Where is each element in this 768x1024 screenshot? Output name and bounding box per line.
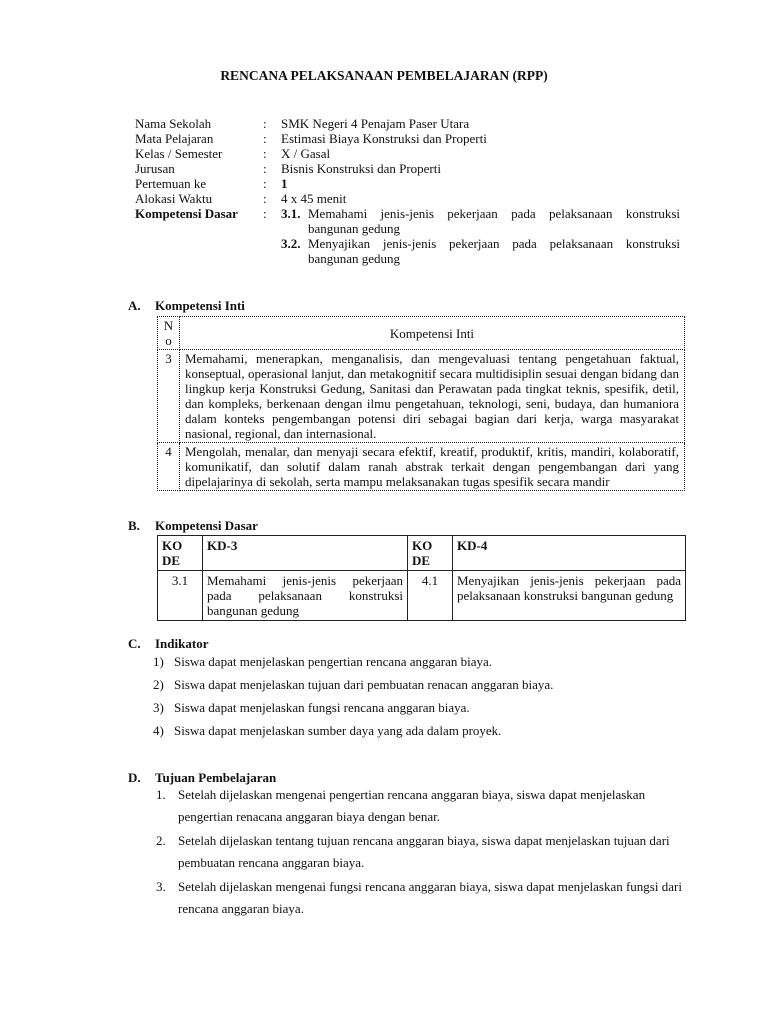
- info-row-alokasi: [135, 191, 680, 206]
- info-row-mapel: [135, 131, 680, 146]
- kompetensi-inti-table: [157, 316, 685, 491]
- info-value: Bisnis Konstruksi dan Properti: [281, 161, 441, 176]
- row-number: 3: [158, 350, 180, 443]
- info-row-sekolah: [135, 116, 680, 131]
- kd-list: [281, 206, 680, 266]
- info-value: SMK Negeri 4 Penajam Paser Utara: [281, 116, 470, 131]
- info-value: 4 x 45 menit: [281, 191, 347, 206]
- list-item: [153, 700, 553, 723]
- info-colon: :: [263, 191, 267, 206]
- header-no: N o: [158, 317, 180, 350]
- info-row-pertemuan: [135, 176, 680, 191]
- item-number: 2): [153, 677, 164, 692]
- kd3-code: 3.1: [158, 571, 203, 621]
- header-ki: Kompetensi Inti: [180, 317, 685, 350]
- info-row-jurusan: [135, 161, 680, 176]
- section-title: Tujuan Pembelajaran: [155, 770, 277, 785]
- info-label: Kelas / Semester: [135, 146, 223, 161]
- section-title: Kompetensi Dasar: [155, 518, 258, 533]
- item-text: Siswa dapat menjelaskan fungsi rencana anggaran biaya.: [174, 700, 470, 715]
- table-row: [158, 571, 686, 621]
- item-number: 3): [153, 700, 164, 715]
- section-letter: C.: [128, 636, 141, 651]
- section-b-heading: [128, 518, 258, 533]
- indikator-list: [153, 654, 553, 746]
- item-text: Siswa dapat menjelaskan tujuan dari pembuatan renacan anggaran biaya.: [174, 677, 554, 692]
- list-item: [153, 654, 553, 677]
- section-d-heading: [128, 770, 276, 785]
- info-colon: :: [263, 161, 267, 176]
- item-text: Siswa dapat menjelaskan sumber daya yang ada dalam proyek.: [174, 723, 502, 738]
- item-number: 3.: [156, 879, 166, 894]
- info-label: Mata Pelajaran: [135, 131, 214, 146]
- kd-text: Menyajikan jenis-jenis pekerjaan pada pelaksanaan konstruksi bangunan gedung: [308, 236, 680, 266]
- row-text: Memahami, menerapkan, menganalisis, dan mengevaluasi tentang pengetahuan faktual, konseptual, operasional lanjut, dan metakognitif secara multidisiplin sesuai dengan bidang dan lingkup kerja Konstruksi Gedung, Sanitasi dan Perawatan pada tingkat teknis, spesifik, detil, dan kompleks, berkenaan dengan ilmu pengetahuan, teknologi, seni, budaya, dan humaniora dalam konteks pengembangan potensi diri sebagai bagian dari kerja, warga masyarakat nasional, regional, dan internasional.: [180, 350, 685, 443]
- item-number: 2.: [156, 833, 166, 848]
- info-label: Jurusan: [135, 161, 175, 176]
- info-label: Pertemuan ke: [135, 176, 207, 191]
- info-row-kd: [135, 206, 680, 266]
- info-label: Kompetensi Dasar: [135, 206, 238, 221]
- list-item: [153, 723, 553, 746]
- header-kode: KO DE: [158, 536, 203, 571]
- table-header-row: [158, 536, 686, 571]
- info-colon: :: [263, 131, 267, 146]
- list-item: [153, 677, 553, 700]
- info-colon: :: [263, 176, 267, 191]
- section-title: Kompetensi Inti: [155, 298, 245, 313]
- document-title: RENCANA PELAKSANAAN PEMBELAJARAN (RPP): [220, 68, 548, 83]
- item-number: 1.: [156, 787, 166, 802]
- info-row-kelas: [135, 146, 680, 161]
- table-row: [158, 443, 685, 491]
- info-value: Estimasi Biaya Konstruksi dan Properti: [281, 131, 487, 146]
- kd-number: 3.2.: [281, 236, 301, 251]
- row-number: 4: [158, 443, 180, 491]
- info-colon: :: [263, 116, 267, 131]
- section-letter: B.: [128, 518, 140, 533]
- list-item: [156, 830, 690, 874]
- item-text: Setelah dijelaskan mengenai pengertian rencana anggaran biaya, siswa dapat menjelaskan pengertian renacana anggaran biaya dengan benar.: [178, 787, 646, 824]
- identity-block: [135, 116, 680, 266]
- table-header-row: [158, 317, 685, 350]
- section-title: Indikator: [155, 636, 209, 651]
- item-text: Setelah dijelaskan mengenai fungsi rencana anggaran biaya, siswa dapat menjelaskan fungsi dari rencana anggaran biaya.: [178, 879, 682, 916]
- info-colon: :: [263, 206, 267, 221]
- header-kd3: KD-3: [203, 536, 408, 571]
- kd-item: [281, 206, 680, 236]
- item-number: 4): [153, 723, 164, 738]
- header-kd4: KD-4: [453, 536, 686, 571]
- list-item: [156, 784, 690, 828]
- item-text: Siswa dapat menjelaskan pengertian rencana anggaran biaya.: [174, 654, 492, 669]
- info-value: X / Gasal: [281, 146, 331, 161]
- kd-text: Memahami jenis-jenis pekerjaan pada pelaksanaan konstruksi bangunan gedung: [308, 206, 680, 236]
- item-number: 1): [153, 654, 164, 669]
- kd3-text: Memahami jenis-jenis pekerjaan pada pelaksanaan konstruksi bangunan gedung: [203, 571, 408, 621]
- info-label: Alokasi Waktu: [135, 191, 213, 206]
- info-colon: :: [263, 146, 267, 161]
- tujuan-list: [156, 784, 690, 922]
- table-row: [158, 350, 685, 443]
- section-a-heading: [128, 298, 245, 313]
- kd4-text: Menyajikan jenis-jenis pekerjaan pada pelaksanaan konstruksi bangunan gedung: [453, 571, 686, 621]
- kd-item: [281, 236, 680, 266]
- section-letter: A.: [128, 298, 141, 313]
- kd4-code: 4.1: [408, 571, 453, 621]
- info-value: 1: [281, 176, 288, 191]
- list-item: [156, 876, 690, 920]
- info-label: Nama Sekolah: [135, 116, 212, 131]
- row-text: Mengolah, menalar, dan menyaji secara efektif, kreatif, produktif, kritis, mandiri, kolaboratif, komunikatif, dan solutif dalam ranah abstrak terkait dengan pengembangan dari yang dipelajarinya di sekolah, serta mampu melaksanakan tugas spesifik secara mandir: [180, 443, 685, 491]
- header-kode: KO DE: [408, 536, 453, 571]
- section-c-heading: [128, 636, 208, 651]
- kompetensi-dasar-table: [157, 535, 686, 621]
- section-letter: D.: [128, 770, 141, 785]
- kd-number: 3.1.: [281, 206, 301, 221]
- item-text: Setelah dijelaskan tentang tujuan rencana anggaran biaya, siswa dapat menjelaskan tujuan dari pembuatan rencana anggaran biaya.: [178, 833, 670, 870]
